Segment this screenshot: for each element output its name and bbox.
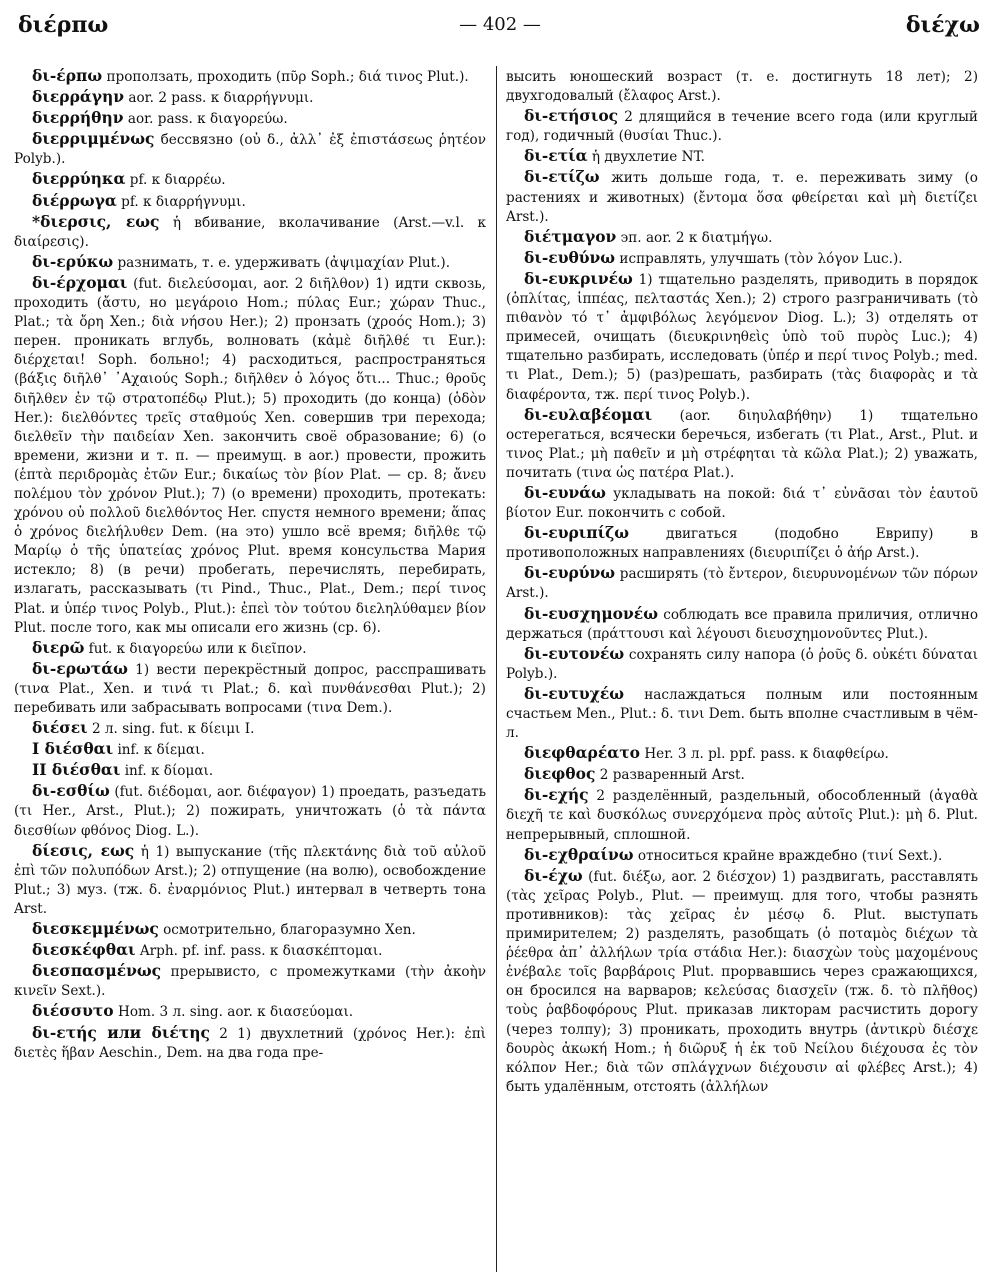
dictionary-entry xyxy=(506,764,978,785)
entry-definition: inf. к δίομαι. xyxy=(124,763,214,780)
entry-headword: διεσπασμένως xyxy=(32,961,162,981)
dictionary-entry xyxy=(14,638,486,659)
dictionary-entry xyxy=(506,269,978,405)
entry-definition: соблюдать все правила приличия, отлично держаться (πράττουσι καὶ λέγουσι διευσχημονοῦντες Plut.). xyxy=(506,606,978,642)
running-header xyxy=(10,12,990,42)
entry-headword: δι-ευρύνω xyxy=(524,563,616,583)
entry-headword: δι-εχθραίνω xyxy=(524,844,634,864)
entry-headword: δι-έχω xyxy=(524,865,583,885)
entry-headword: δι-ευκρινέω xyxy=(524,268,633,288)
dictionary-entry xyxy=(506,248,978,269)
dictionary-entry xyxy=(506,785,978,844)
entry-definition: ἡ вбивание, вколачивание (Arst.—v.l. к διαίρεσις). xyxy=(14,214,486,250)
entry-headword: δι-ευνάω xyxy=(524,482,606,502)
entry-headword: διεφθος xyxy=(524,764,596,784)
entry-definition: проползать, проходить (πῦρ Soph.; διά τινος Plut.). xyxy=(106,69,469,85)
entry-definition: inf. к δίεμαι. xyxy=(117,742,205,759)
dictionary-entry xyxy=(506,743,978,764)
entry-definition: эп. aor. 2 к διατμήγω. xyxy=(620,229,773,246)
entry-definition: (fut. διελεύσομαι, aor. 2 διῆλθον) 1) идти сквозь, проходить (ἄστυ, но μεγάροιο Hom.; πύλας Eur.; χώραν Thuc., Plat.; τὰ ὄρη Xen.; διὰ νήσου Her.); 2) пронзать (χροός Hom.); 3) перен. проникать вглубь, волновать (κἀμὲ διῆλθέ τι Eur.): διέρχεται! Soph. больно!; 4) расходиться, распространяться (βάξις διῆλθ᾽ ᾿Αχαιούς Soph.; διῆλθεν ὁ λόγος ὅτι... Thuc.; θροῦς διῆλθεν ἐν τῷ στρατοπέδῳ Plut.); 5) проходить (до конца) (ὁδὸν Her.): διελθόντες τρεῖς σταθμούς Xen. совершив три перехода; διελθεῖν τὴν παιδείαν Xen. закончить своё образование; 6) (о времени, жизни и т. п. — преимущ. в aor.) провести, прожить (ἑπτὰ περιδρομὰς ἐτῶν Eur.; δικαίως τὸν βίον Plat. — ср. 8; ἄνευ πολέμου τὸν χρόνον Plut.); 7) (о времени) проходить, протекать: χρόνου οὐ πολλοῦ διελθόντος Her. спустя немного времени; ἅπας ὁ χρόνος διελήλυθεν Dem. (на это) ушло всё время; διῆλθε τῷ Μαρίῳ ὁ τῆς ὑπατείας χρόνος Plut. время консульства Мария истекло; 8) (в речи) пробегать, перечислять, перебирать, излагать, рассказывать (τι Pind., Thuc., Plat., Dem.; περί τινος Plat. и ὑπέρ τινος Polyb., Plut.): ἐπεὶ τὸν τούτου διεληλύθαμεν βίον Plut. после того, как мы описали его жизнь (ср. 6). xyxy=(14,275,486,636)
dictionary-entry xyxy=(14,212,486,252)
dictionary-entry xyxy=(14,919,486,940)
dictionary-entry xyxy=(506,227,978,248)
entry-headword: διεφθαρέατο xyxy=(524,743,640,763)
entry-definition: 2 разваренный Arst. xyxy=(599,767,745,784)
entry-definition: (fut. διέδομαι, aor. διέφαγον) 1) проедать, разъедать (τι Her., Arst., Plut.); 2) пожирать, уничтожать (ὁ τὰ πάντα διεσθίων φθόνος Diog. L.). xyxy=(14,784,486,839)
entry-definition: относиться крайне враждебно (τινί Sext.). xyxy=(637,847,943,864)
entry-definition: aor. 2 pass. к διαρρήγνυμι. xyxy=(128,90,314,107)
entry-definition: Arph. pf. inf. pass. к διασκέπτομαι. xyxy=(139,943,383,960)
entry-definition: высить юношеский возраст (т. е. достигнуть 18 лет); 2) двухгодовалый (ἔλαφος Arst.). xyxy=(506,69,978,105)
dictionary-entry xyxy=(506,146,978,167)
entry-headword: δι-ερύκω xyxy=(32,251,114,271)
dictionary-entry xyxy=(14,66,486,87)
entry-definition: fut. к διαγορεύω или к διεῖπον. xyxy=(88,640,307,657)
entry-headword: II διέσθαι xyxy=(32,760,121,780)
entry-headword: δι-ευτυχέω xyxy=(524,683,625,703)
entry-headword: δι-ετής или διέτης xyxy=(32,1022,210,1042)
entry-definition: ἡ двухлетие NT. xyxy=(591,149,705,166)
entry-definition: Hom. 3 л. sing. aor. к διασεύομαι. xyxy=(117,1004,354,1021)
dictionary-entry xyxy=(14,961,486,1001)
entry-headword: διερρήθην xyxy=(32,108,124,128)
entry-headword: διεσκεμμένως xyxy=(32,919,159,939)
dictionary-entry xyxy=(14,129,486,169)
entry-headword: διερρύηκα xyxy=(32,169,126,189)
entry-headword: I διέσθαι xyxy=(32,739,114,759)
entry-definition: наслаждаться полным или постоянным счастьем Men., Plut.: δ. τινι Dem. быть вполне счастливым в чём-л. xyxy=(506,686,978,742)
entry-definition: осмотрительно, благоразумно Xen. xyxy=(163,922,416,939)
entry-headword: δι-ετία xyxy=(524,146,588,166)
dictionary-entry xyxy=(14,108,486,129)
entry-definition: 2 разделённый, раздельный, обособленный (ἀγαθὰ διεχῆ τε καὶ δυσκόλως συνερχόμενα πρὸς αὐτοῖς Plut.): μὴ δ. Plut. непрерывный, сплошной. xyxy=(506,788,978,843)
entry-definition: укладывать на покой: διά τ᾽ εὐνᾶσαι τὸν ἑαυτοῦ βίοτον Eur. покончить с собой. xyxy=(506,485,978,522)
dictionary-entry xyxy=(506,845,978,866)
entry-headword: διέσσυτο xyxy=(32,1001,114,1021)
page-number: — 402 — xyxy=(459,14,541,35)
dictionary-entry xyxy=(14,87,486,108)
entry-headword: δι-ευθύνω xyxy=(524,247,616,267)
dictionary-entry xyxy=(14,760,486,781)
dictionary-entry xyxy=(14,169,486,190)
entry-headword: δι-εχής xyxy=(524,785,589,805)
entry-headword: διέτμαγον xyxy=(524,226,617,246)
entry-headword: δι-έρπω xyxy=(32,66,103,85)
dictionary-entry xyxy=(506,563,978,603)
dictionary-entry xyxy=(506,167,978,226)
entry-headword: διέσει xyxy=(32,718,88,738)
left-column xyxy=(14,66,486,1276)
right-column xyxy=(506,66,978,1276)
dictionary-entry xyxy=(506,604,978,644)
dictionary-entry xyxy=(14,659,486,718)
entry-headword: δι-ευσχημονέω xyxy=(524,603,658,623)
entry-definition: прерывисто, с промежутками (τὴν ἀκοὴν κινεῖν Sext.). xyxy=(14,964,486,1000)
entry-headword: δι-ετήσιος xyxy=(524,106,619,126)
entry-headword: δι-έρχομαι xyxy=(32,272,128,292)
dictionary-entry xyxy=(14,739,486,760)
entry-headword: δι-ερωτάω xyxy=(32,658,128,678)
dictionary-entry xyxy=(506,483,978,523)
entry-definition: 2 1) двухлетний (χρόνος Her.): ἐπὶ διετὲς ἥβαν Aeschin., Dem. на два года пре- xyxy=(14,1025,486,1061)
dictionary-entry xyxy=(506,106,978,146)
dictionary-entry xyxy=(14,252,486,273)
entry-definition: расширять (τὸ ἔντερον, διευρυνομένων τῶν πόρων Arst.). xyxy=(506,566,978,602)
dictionary-entry xyxy=(14,1001,486,1022)
entry-headword: διέρρωγα xyxy=(32,190,117,210)
entry-headword: δι-ευτονέω xyxy=(524,643,625,663)
entry-definition: 1) тщательно разделять, приводить в порядок (ὁπλίτας, ἱππέας, πελταστάς Xen.); 2) строго разграничивать (τὸ πιθανὸν τό τ᾽ ἀμφιβόλως λεγόμενον Diog. L.); 3) отделять от примесей, очищать (διευκρινηθεὶς ὑπὸ τοῦ πυρὸς Luc.); 4) тщательно разбирать, исследовать (ὑπέρ и περί τινος Polyb.; med. τι Plat., Dem.); 5) (раз)решать, разбирать (τὰς διαφορὰς и τὰ διαφέροντα, тж. περί τινος Polyb.). xyxy=(506,271,978,403)
entry-definition: 2 л. sing. fut. к δίειμι I. xyxy=(91,721,255,738)
entry-definition: бессвязно (οὐ δ., ἀλλ᾽ ἐξ ἐπιστάσεως ῥητέον Polyb.). xyxy=(14,132,486,168)
entry-definition: (fut. διέξω, aor. 2 διέσχον) 1) раздвигать, расставлять (τὰς χεῖρας Polyb., Plut. — преимущ. для того, чтобы разнять противников): τὰς χεῖρας ἐν μέσῳ δ. Plut. выступать примирителем; 2) разделять, разобщать (ὁ ποταμὸς διέχων τὰ ῥέεθρα ἀπ᾽ ἀλλήλων τρία στάδια Her.): διασχὼν τοὺς μαχομένους ἐνέβαλε τοῖς βαρβάροις Plut. прорвавшись через сражающихся, он бросился на варваров; κελεύσας διασχεῖν (тж. δ. τὸ πλῆθος) τοὺς ῥαβδοφόρους Plut. приказав ликторам расчистить дорогу (через толпу); 3) проникать, проходить внутрь (ἀντικρὺ διέσχε δουρὸς ἀκωκή Hom.; ἡ διῶρυξ ἡ ἐκ τοῦ Νείλου διέχουσα ἐς τὸν κόλπον Her.; διὰ τῶν σπλάγχνων διέχουσιν αἱ φλέβες Arst.); 4) быть удалённым, отстоять (ἀλλήλων xyxy=(506,868,978,1095)
header-left-word: διέρπω xyxy=(18,12,109,38)
header-right-word: διέχω xyxy=(905,12,980,38)
entry-definition: двигаться (подобно Еврипу) в противоположных направлениях (διευριπίζει ὁ ἀήρ Arst.). xyxy=(506,526,978,562)
dictionary-entry xyxy=(506,66,978,106)
entry-headword: δι-ευριπίζω xyxy=(524,523,630,543)
entry-definition: pf. к διαρρέω. xyxy=(129,172,226,189)
entry-headword: δίεσις, εως xyxy=(32,840,135,860)
entry-definition: pf. к διαρρήγνυμι. xyxy=(121,193,246,210)
dictionary-entry xyxy=(14,718,486,739)
entry-headword: διεσκέφθαι xyxy=(32,940,136,960)
entry-definition: разнимать, т. е. удерживать (ἀψιμαχίαν Plut.). xyxy=(117,254,451,271)
dictionary-entry xyxy=(14,1023,486,1063)
entry-definition: 2 длящийся в течение всего года (или круглый год), годичный (θυσίαι Thuc.). xyxy=(506,109,978,145)
entry-headword: δι-ετίζω xyxy=(524,167,600,187)
column-divider xyxy=(496,66,497,1272)
dictionary-entry xyxy=(506,644,978,684)
entry-definition: исправлять, улучшать (τὸν λόγον Luc.). xyxy=(619,250,903,267)
entry-definition: aor. pass. к διαγορεύω. xyxy=(127,111,288,128)
entry-headword: δι-εσθίω xyxy=(32,781,110,801)
entry-definition: Her. 3 л. pl. ppf. pass. к διαφθείρω. xyxy=(644,746,889,763)
dictionary-entry xyxy=(14,273,486,638)
entry-headword: *διερσις, εως xyxy=(32,211,160,231)
dictionary-entry xyxy=(14,940,486,961)
dictionary-entry xyxy=(506,684,978,743)
dictionary-entry xyxy=(506,866,978,1097)
dictionary-entry xyxy=(14,841,486,919)
entry-definition: жить дольше года, т. е. переживать зиму (о растениях и животных) (ἔντομα ὅσα φθείρεται καὶ μὴ διετίζει Arst.). xyxy=(506,170,978,225)
entry-headword: δι-ευλαβέομαι xyxy=(524,404,653,424)
dictionary-entry xyxy=(506,523,978,563)
entry-definition: (aor. διηυλαβήθην) 1) тщательно остерегаться, всячески беречься, избегать (τι Plat., Arst., Plut. и τινος Plat.; μὴ παθεῖν и μὴ στρέφηται τὰ κῶλα Plat.); 2) уважать, почитать (τινα ὡς πατέρα Plat.). xyxy=(506,407,978,481)
entry-headword: διερράγην xyxy=(32,87,125,107)
entry-headword: διερῶ xyxy=(32,637,85,657)
entry-definition: ἡ 1) выпускание (τῆς πλεκτάνης διὰ τοῦ αὐλοῦ ἐπὶ τῶν πολυπόδων Arst.); 2) отпущение (на волю), освобождение Plut.; 3) муз. (тж. δ. ἐναρμόνιος Plut.) интервал в четверть тона Arst. xyxy=(14,843,486,917)
entry-definition: 1) вести перекрёстный допрос, расспрашивать (τινα Plat., Xen. и τινά τι Plat.; δ. καὶ πυνθάνεσθαι Plut.); 2) перебивать или забрасывать вопросами (τινα Dem.). xyxy=(14,661,486,716)
dictionary-entry xyxy=(506,405,978,483)
dictionary-entry xyxy=(14,191,486,212)
entry-headword: διερριμμένως xyxy=(32,129,155,149)
dictionary-entry xyxy=(14,781,486,840)
entry-definition: сохранять силу напора (ὁ ῥοῦς δ. οὐκέτι δύναται Polyb.). xyxy=(506,646,978,682)
